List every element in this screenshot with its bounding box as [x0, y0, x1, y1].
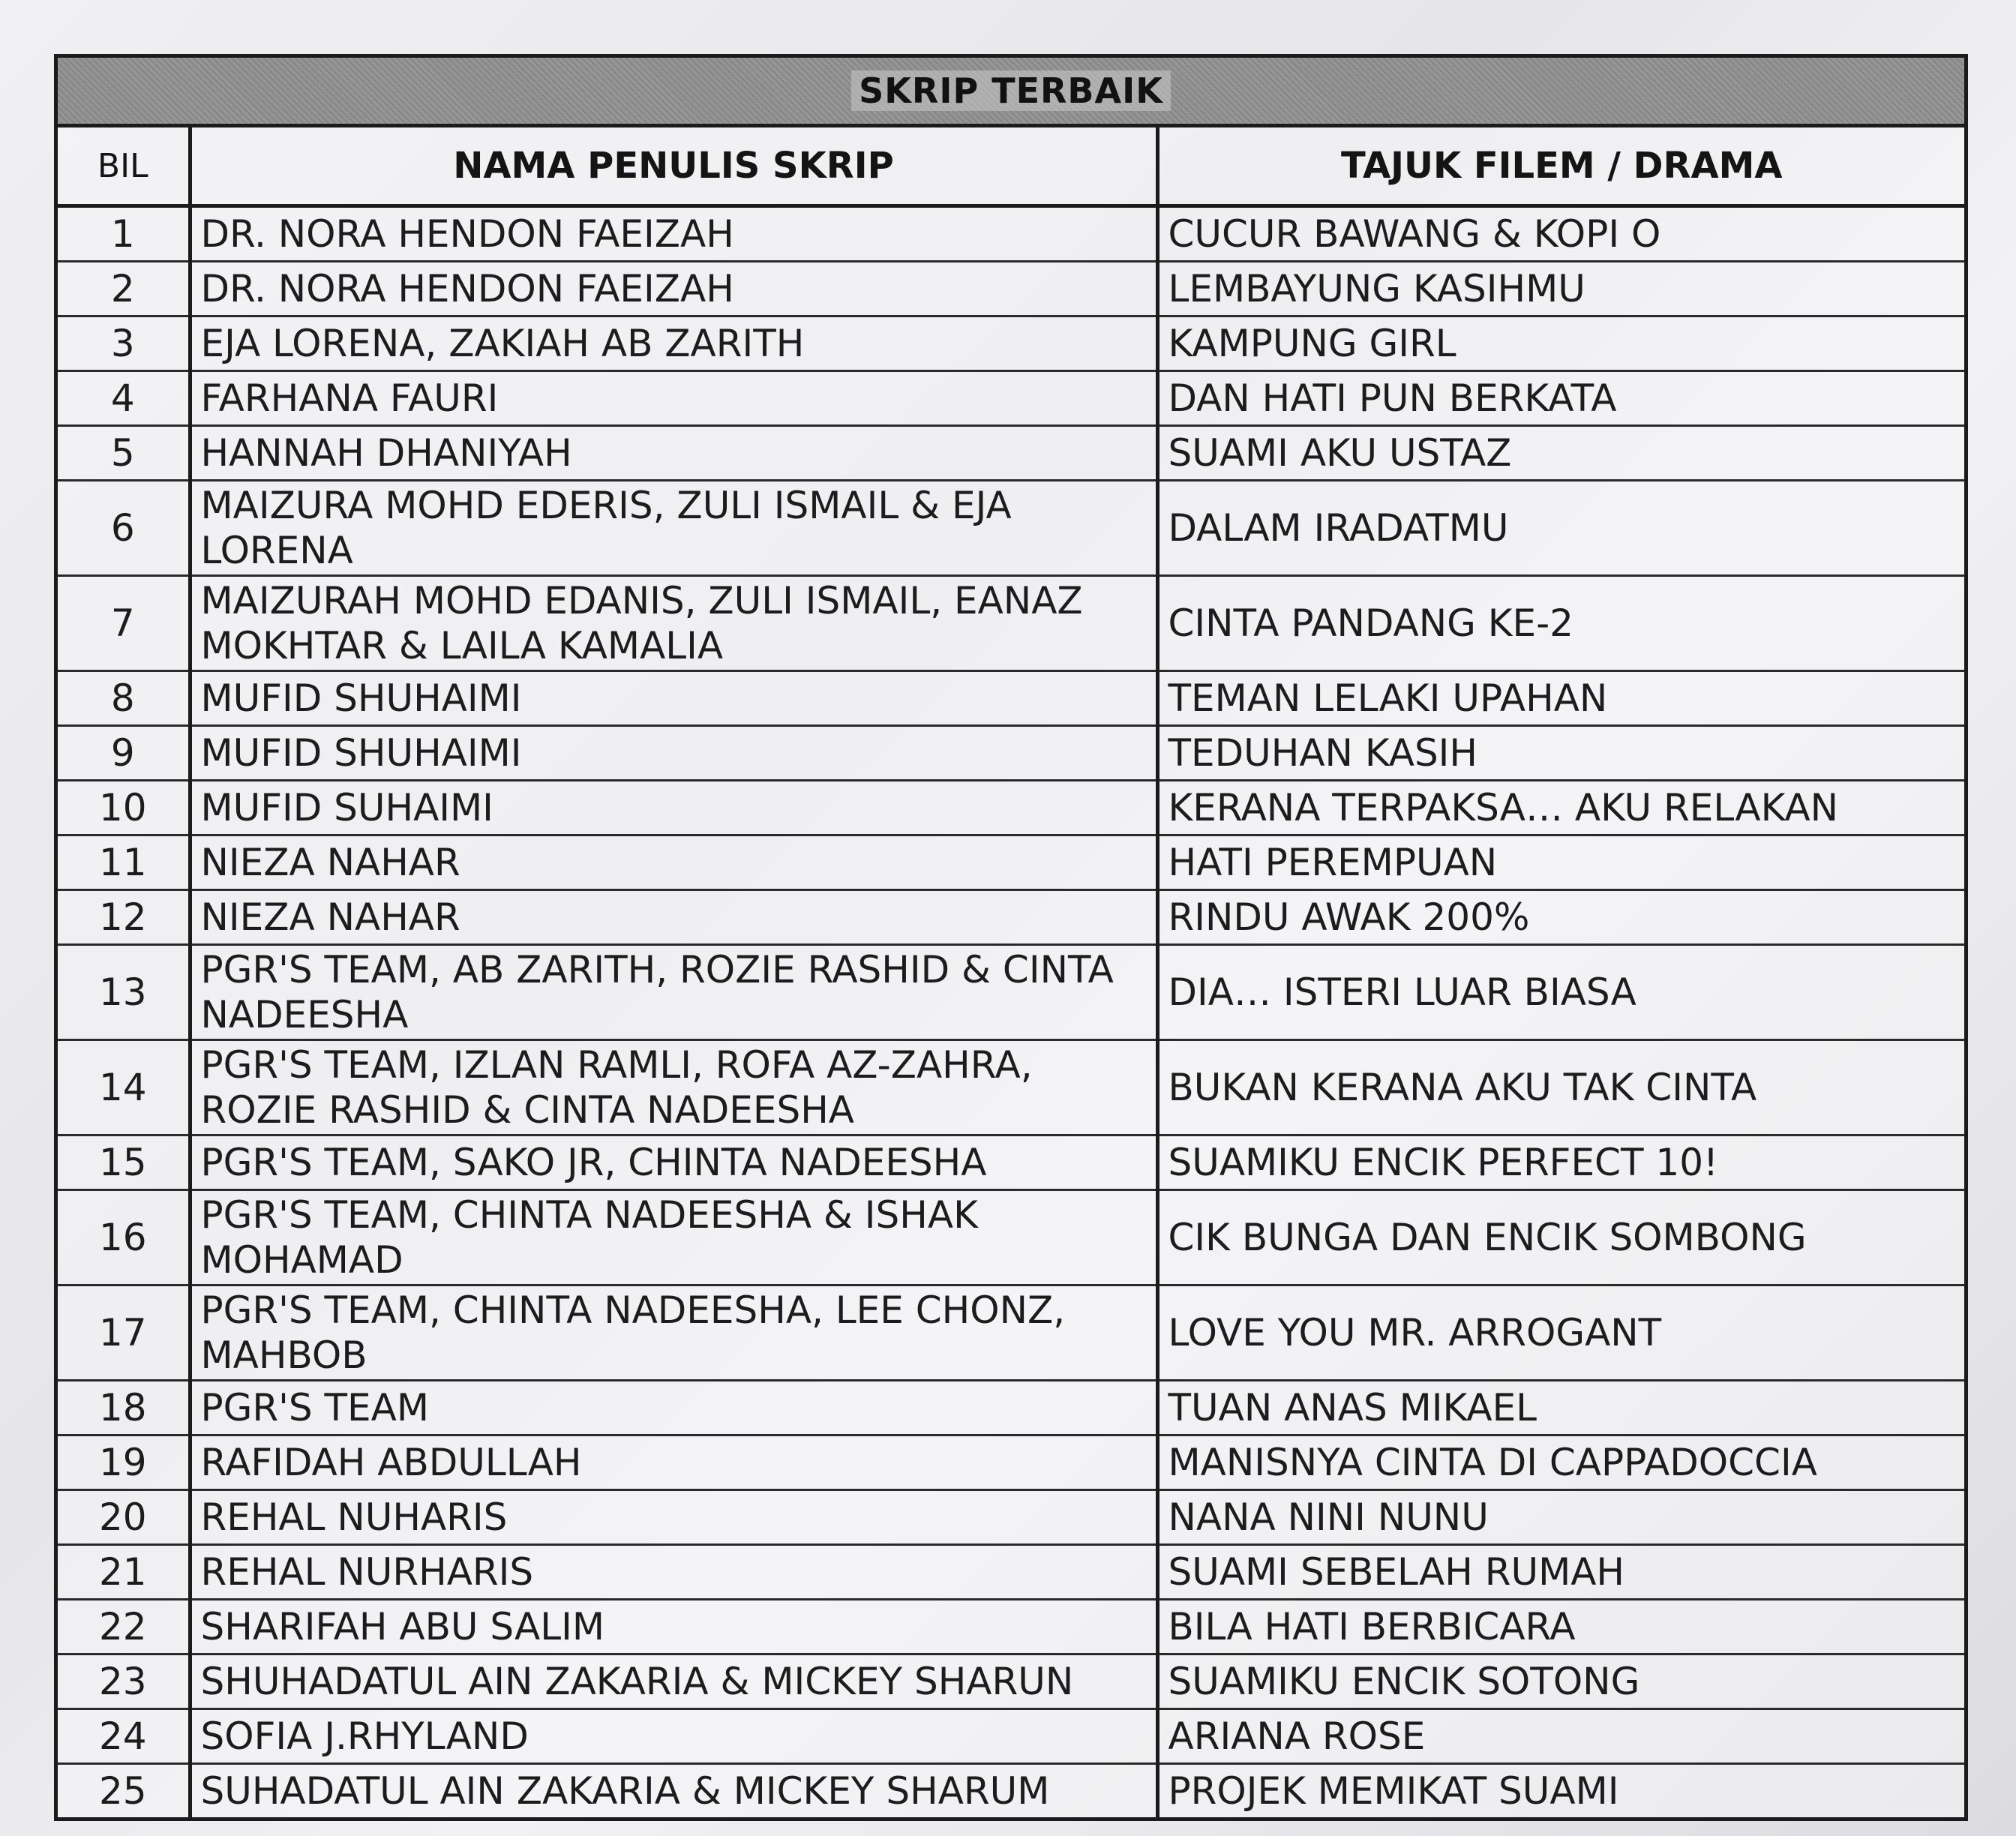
film-title: HATI PEREMPUAN: [1157, 836, 1964, 890]
film-title: CIK BUNGA DAN ENCIK SOMBONG: [1157, 1190, 1964, 1286]
row-number: 25: [58, 1764, 190, 1818]
row-number: 21: [58, 1545, 190, 1600]
row-number: 10: [58, 781, 190, 836]
film-title: DALAM IRADATMU: [1157, 481, 1964, 576]
film-title: BUKAN KERANA AKU TAK CINTA: [1157, 1040, 1964, 1136]
table-row: [58, 1190, 1964, 1286]
writer-name: REHAL NUHARIS: [190, 1490, 1157, 1545]
table-body: [58, 206, 1964, 1818]
table-row: [58, 1709, 1964, 1764]
row-number: 4: [58, 371, 190, 426]
row-number: 2: [58, 262, 190, 316]
row-number: 19: [58, 1436, 190, 1490]
table-row: [58, 426, 1964, 481]
writer-name: SHUHADATUL AIN ZAKARIA & MICKEY SHARUN: [190, 1654, 1157, 1709]
writer-name: HANNAH DHANIYAH: [190, 426, 1157, 481]
row-number: 20: [58, 1490, 190, 1545]
writer-name: MAIZURA MOHD EDERIS, ZULI ISMAIL & EJA LORENA: [190, 481, 1157, 576]
row-number: 1: [58, 206, 190, 262]
banner: [58, 58, 1964, 128]
row-number: 16: [58, 1190, 190, 1286]
row-number: 23: [58, 1654, 190, 1709]
writer-name: MUFID SHUHAIMI: [190, 671, 1157, 726]
writer-name: EJA LORENA, ZAKIAH AB ZARITH: [190, 316, 1157, 371]
row-number: 5: [58, 426, 190, 481]
row-number: 9: [58, 726, 190, 781]
table-row: [58, 1381, 1964, 1436]
writer-name: DR. NORA HENDON FAEIZAH: [190, 262, 1157, 316]
row-number: 22: [58, 1600, 190, 1654]
table-row: [58, 726, 1964, 781]
row-number: 12: [58, 890, 190, 945]
film-title: DIA… ISTERI LUAR BIASA: [1157, 945, 1964, 1040]
writer-name: SHARIFAH ABU SALIM: [190, 1600, 1157, 1654]
writer-name: NIEZA NAHAR: [190, 836, 1157, 890]
film-title: KAMPUNG GIRL: [1157, 316, 1964, 371]
header-title: TAJUK FILEM / DRAMA: [1157, 128, 1964, 206]
row-number: 11: [58, 836, 190, 890]
writer-name: FARHANA FAURI: [190, 371, 1157, 426]
film-title: SUAMI AKU USTAZ: [1157, 426, 1964, 481]
table-row: [58, 781, 1964, 836]
table-row: [58, 1654, 1964, 1709]
table-row: [58, 481, 1964, 576]
table-row: [58, 1286, 1964, 1381]
row-number: 3: [58, 316, 190, 371]
writer-name: PGR'S TEAM, CHINTA NADEESHA, LEE CHONZ, MAHBOB: [190, 1286, 1157, 1381]
row-number: 15: [58, 1136, 190, 1190]
row-number: 24: [58, 1709, 190, 1764]
writer-name: RAFIDAH ABDULLAH: [190, 1436, 1157, 1490]
row-number: 14: [58, 1040, 190, 1136]
writer-name: NIEZA NAHAR: [190, 890, 1157, 945]
film-title: CUCUR BAWANG & KOPI O: [1157, 206, 1964, 262]
film-title: DAN HATI PUN BERKATA: [1157, 371, 1964, 426]
table-row: [58, 206, 1964, 262]
row-number: 6: [58, 481, 190, 576]
table-row: [58, 371, 1964, 426]
header-bil: BIL: [58, 128, 190, 206]
film-title: LOVE YOU MR. ARROGANT: [1157, 1286, 1964, 1381]
row-number: 7: [58, 576, 190, 671]
table-row: [58, 262, 1964, 316]
row-number: 8: [58, 671, 190, 726]
film-title: SUAMI SEBELAH RUMAH: [1157, 1545, 1964, 1600]
row-number: 17: [58, 1286, 190, 1381]
row-number: 18: [58, 1381, 190, 1436]
writer-name: MUFID SUHAIMI: [190, 781, 1157, 836]
writer-name: SUHADATUL AIN ZAKARIA & MICKEY SHARUM: [190, 1764, 1157, 1818]
table-row: [58, 671, 1964, 726]
table-row: [58, 1545, 1964, 1600]
table-row: [58, 576, 1964, 671]
table-row: [58, 1436, 1964, 1490]
writer-name: PGR'S TEAM: [190, 1381, 1157, 1436]
film-title: SUAMIKU ENCIK PERFECT 10!: [1157, 1136, 1964, 1190]
table-row: [58, 836, 1964, 890]
writer-name: PGR'S TEAM, SAKO JR, CHINTA NADEESHA: [190, 1136, 1157, 1190]
table-row: [58, 1490, 1964, 1545]
table-header-row: [58, 128, 1964, 206]
film-title: SUAMIKU ENCIK SOTONG: [1157, 1654, 1964, 1709]
writer-name: PGR'S TEAM, IZLAN RAMLI, ROFA AZ-ZAHRA, ROZIE RASHID & CINTA NADEESHA: [190, 1040, 1157, 1136]
film-title: MANISNYA CINTA DI CAPPADOCCIA: [1157, 1436, 1964, 1490]
table-row: [58, 1600, 1964, 1654]
table-row: [58, 945, 1964, 1040]
award-list-sheet: [54, 54, 1968, 1821]
writer-name: PGR'S TEAM, AB ZARITH, ROZIE RASHID & CINTA NADEESHA: [190, 945, 1157, 1040]
table-row: [58, 1764, 1964, 1818]
table-row: [58, 1040, 1964, 1136]
film-title: TEDUHAN KASIH: [1157, 726, 1964, 781]
script-table: [58, 128, 1964, 1817]
writer-name: MUFID SHUHAIMI: [190, 726, 1157, 781]
film-title: BILA HATI BERBICARA: [1157, 1600, 1964, 1654]
film-title: RINDU AWAK 200%: [1157, 890, 1964, 945]
writer-name: MAIZURAH MOHD EDANIS, ZULI ISMAIL, EANAZ MOKHTAR & LAILA KAMALIA: [190, 576, 1157, 671]
table-row: [58, 1136, 1964, 1190]
table-row: [58, 316, 1964, 371]
writer-name: SOFIA J.RHYLAND: [190, 1709, 1157, 1764]
writer-name: REHAL NURHARIS: [190, 1545, 1157, 1600]
film-title: CINTA PANDANG KE-2: [1157, 576, 1964, 671]
film-title: TEMAN LELAKI UPAHAN: [1157, 671, 1964, 726]
film-title: NANA NINI NUNU: [1157, 1490, 1964, 1545]
film-title: LEMBAYUNG KASIHMU: [1157, 262, 1964, 316]
film-title: TUAN ANAS MIKAEL: [1157, 1381, 1964, 1436]
writer-name: DR. NORA HENDON FAEIZAH: [190, 206, 1157, 262]
banner-title: SKRIP TERBAIK: [851, 70, 1171, 111]
writer-name: PGR'S TEAM, CHINTA NADEESHA & ISHAK MOHAMAD: [190, 1190, 1157, 1286]
film-title: ARIANA ROSE: [1157, 1709, 1964, 1764]
table-row: [58, 890, 1964, 945]
header-name: NAMA PENULIS SKRIP: [190, 128, 1157, 206]
film-title: KERANA TERPAKSA… AKU RELAKAN: [1157, 781, 1964, 836]
film-title: PROJEK MEMIKAT SUAMI: [1168, 1769, 1619, 1813]
row-number: 13: [58, 945, 190, 1040]
